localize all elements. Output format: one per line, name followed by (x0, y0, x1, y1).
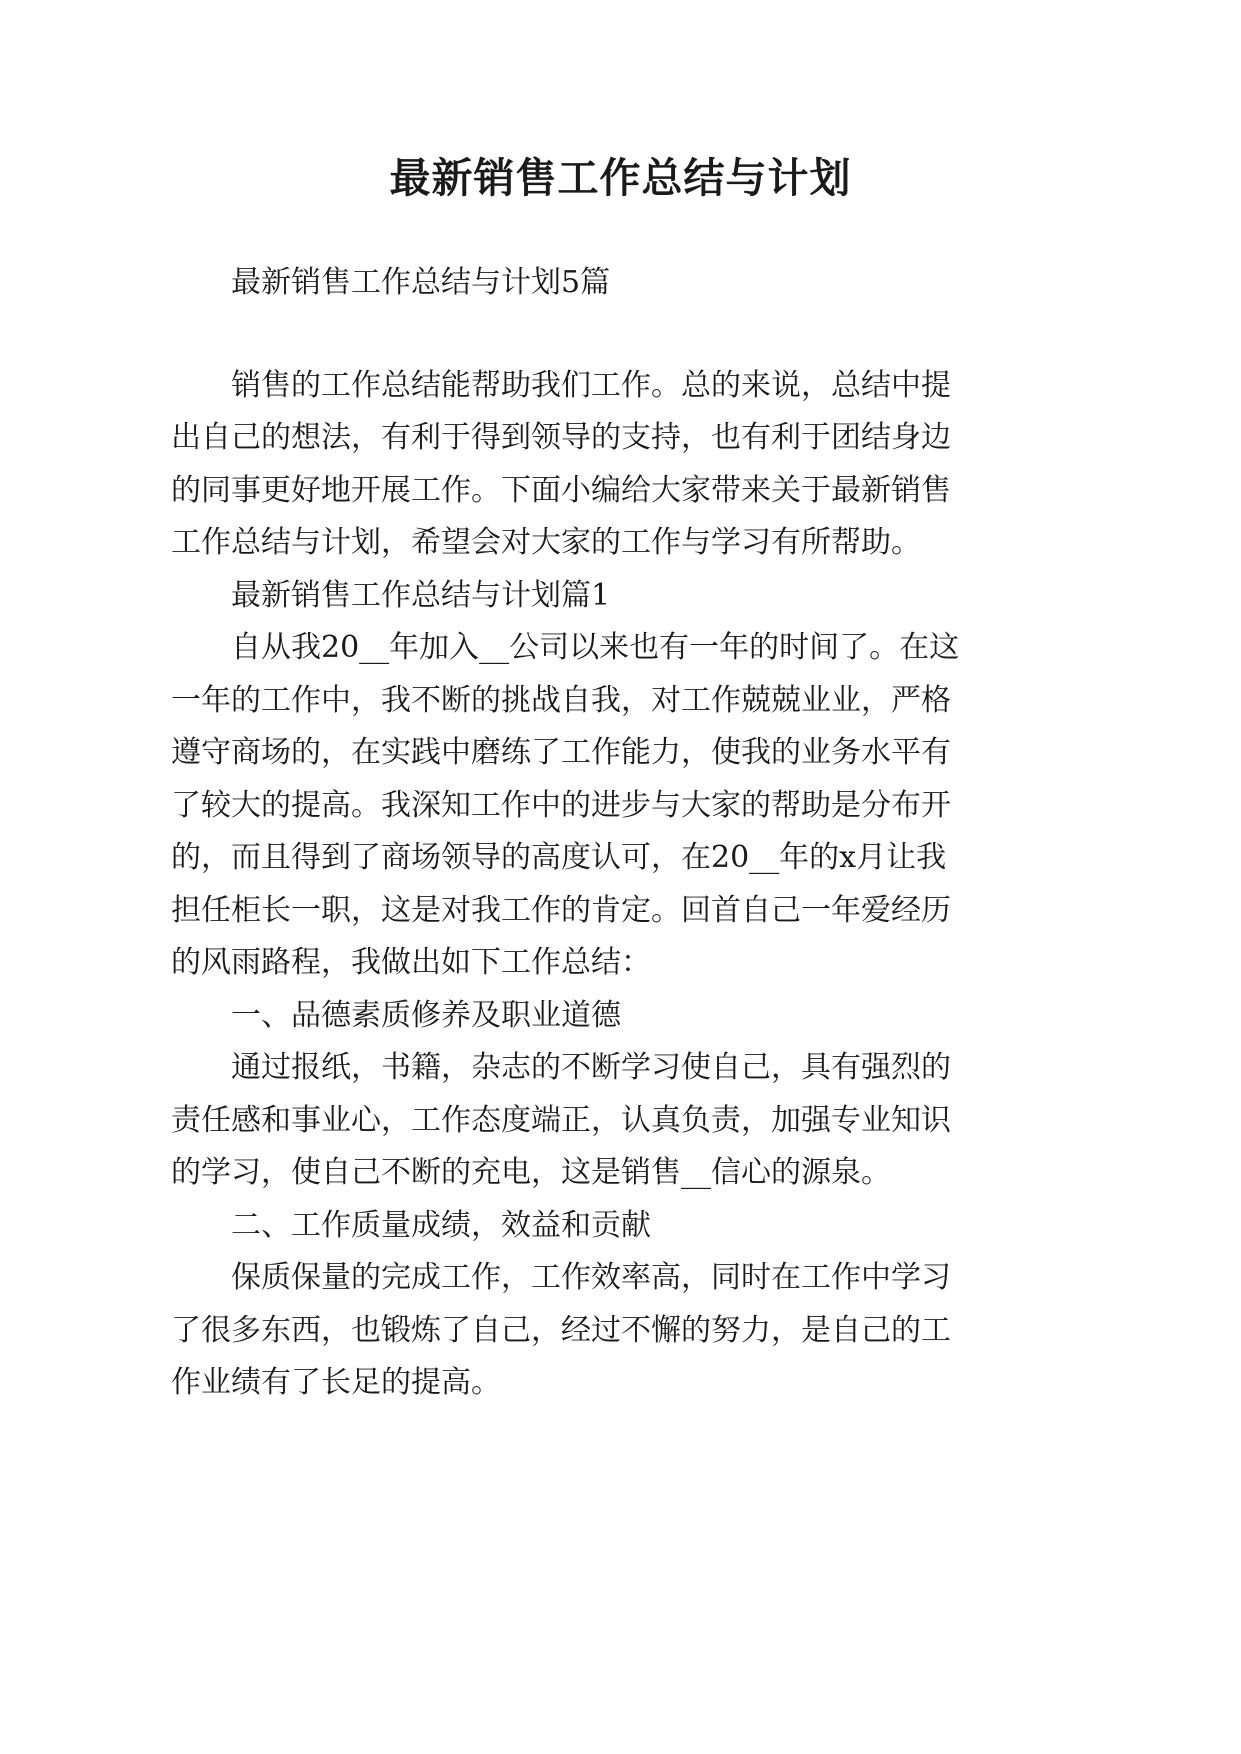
body-line: 通过报纸，书籍，杂志的不断学习使自己，具有强烈的 (231, 1050, 951, 1085)
body-line: 自从我20__年加入__公司以来也有一年的时间了。在这 (231, 630, 960, 665)
body-line: 了很多东西，也锻炼了自己，经过不懈的努力，是自己的工 (171, 1313, 951, 1348)
body-line: 的学习，使自己不断的充电，这是销售__信心的源泉。 (171, 1155, 891, 1190)
intro-line: 销售的工作总结能帮助我们工作。总的来说，总结中提 (231, 368, 951, 403)
body-line: 一年的工作中，我不断的挑战自我，对工作兢兢业业，严格 (171, 683, 951, 718)
intro-line: 的同事更好地开展工作。下面小编给大家带来关于最新销售 (171, 473, 951, 508)
body-line: 了较大的提高。我深知工作中的进步与大家的帮助是分布开 (171, 788, 951, 823)
body-line: 保质保量的完成工作，工作效率高，同时在工作中学习 (231, 1260, 951, 1295)
body-line: 责任感和事业心，工作态度端正，认真负责，加强专业知识 (171, 1103, 951, 1138)
intro-line: 出自己的想法，有利于得到领导的支持，也有利于团结身边 (171, 420, 951, 455)
subsection-heading: 二、工作质量成绩，效益和贡献 (231, 1208, 651, 1243)
intro-line: 工作总结与计划，希望会对大家的工作与学习有所帮助。 (171, 525, 921, 560)
document-subtitle: 最新销售工作总结与计划5篇 (231, 265, 611, 300)
body-line: 的风雨路程，我做出如下工作总结： (171, 945, 651, 980)
subsection-heading: 一、品德素质修养及职业道德 (231, 998, 621, 1033)
body-line: 担任柜长一职，这是对我工作的肯定。回首自己一年爱经历 (171, 893, 951, 928)
document-title: 最新销售工作总结与计划 (389, 154, 852, 202)
body-line: 作业绩有了长足的提高。 (171, 1365, 501, 1400)
body-line: 遵守商场的，在实践中磨练了工作能力，使我的业务水平有 (171, 735, 951, 770)
section-heading: 最新销售工作总结与计划篇1 (231, 578, 611, 613)
body-line: 的，而且得到了商场领导的高度认可，在20__年的x月让我 (171, 840, 947, 875)
